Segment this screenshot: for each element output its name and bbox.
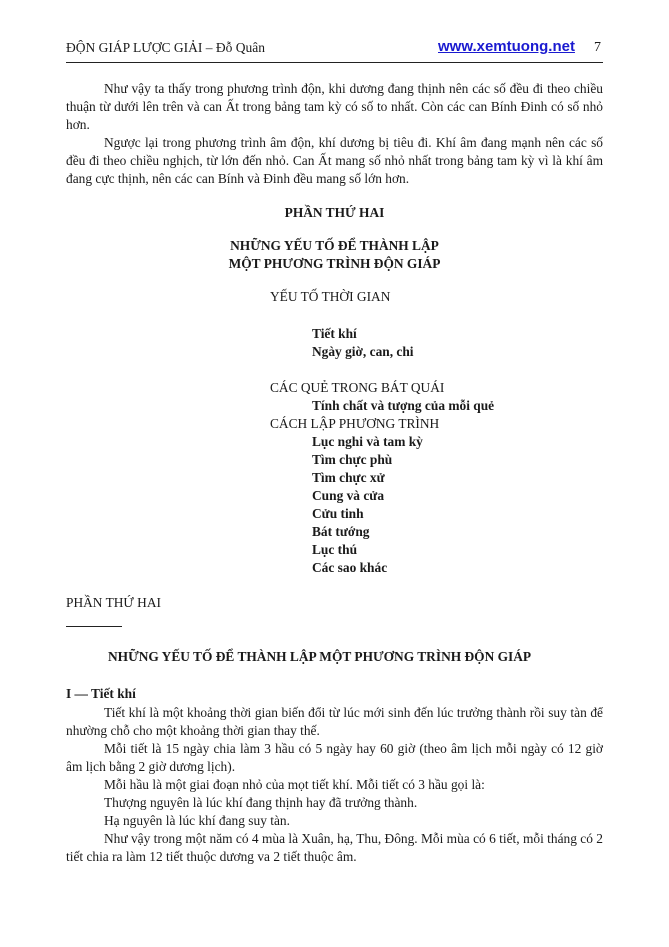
toc-item: Lục nghi và tam kỳ	[312, 434, 423, 449]
toc-item: Bát tướng	[312, 524, 370, 539]
toc-item: Cung và cửa	[312, 488, 385, 503]
toc-item: Tiết khí	[312, 326, 357, 341]
part-label: PHẦN THỨ HAI	[66, 595, 161, 610]
body-paragraph: Mỗi tiết là 15 ngày chia làm 3 hầu có 5 ngày hay 60 giờ (theo âm lịch mỗi ngày có 12 giờ âm lịch bằng 2 giờ dương lịch).	[66, 741, 603, 775]
main-heading: NHỮNG YẾU TỐ ĐỂ THÀNH LẬP MỘT PHƯƠNG TRÌNH ĐỘN GIÁP	[108, 649, 532, 664]
toc-section-title: YẾU TỐ THỜI GIAN	[270, 289, 391, 304]
toc-part-title: PHẦN THỨ HAI	[284, 205, 385, 220]
toc-item: Tìm chực xử	[312, 470, 385, 485]
header-divider	[66, 62, 603, 63]
running-header-title: ĐỘN GIÁP LƯỢC GIẢI – Đỗ Quân	[66, 40, 265, 55]
intro-paragraph-2: Ngược lại trong phương trình âm độn, khí dương bị tiêu đi. Khí âm đang mạnh nên các số đều đi theo chiều nghịch, từ lớn đến nhỏ. Can Ất mang số nhỏ nhất trong bảng tam kỳ vì là khí âm đang cực thịnh, nên các can Bính và Đinh đều mang số lớn hơn.	[66, 135, 603, 187]
toc-item: Cửu tinh	[312, 506, 364, 521]
toc-item: Tính chất và tượng của mỗi quẻ	[312, 398, 495, 413]
toc-item: Tìm chực phù	[312, 452, 393, 467]
body-paragraph: Thượng nguyên là lúc khí đang thịnh hay đã trưởng thành.	[104, 795, 418, 810]
toc-heading-line-1: NHỮNG YẾU TỐ ĐỂ THÀNH LẬP	[230, 238, 439, 253]
toc-section-title: CÁC QUẺ TRONG BÁT QUÁI	[270, 380, 445, 395]
toc-item: Các sao khác	[312, 560, 388, 575]
section-heading: I — Tiết khí	[66, 686, 136, 701]
body-paragraph: Tiết khí là một khoảng thời gian biến đổi từ lúc mới sinh đến lúc trưởng thành rồi suy tàn để nhường chỗ cho một khoảng thời gian thay thế.	[66, 705, 603, 739]
toc-item: Ngày giờ, can, chi	[312, 344, 414, 359]
website-link[interactable]: www.xemtuong.net	[438, 38, 575, 55]
body-paragraph: Mỗi hầu là một giai đoạn nhỏ của mọt tiết khí. Mỗi tiết có 3 hầu gọi là:	[104, 777, 485, 792]
toc-section-title: CÁCH LẬP PHƯƠNG TRÌNH	[270, 416, 440, 431]
toc-item: Lục thú	[312, 542, 358, 557]
intro-paragraph-1: Như vậy ta thấy trong phương trình độn, khi dương đang thịnh nên các số đều đi theo chiều thuận từ dưới lên trên và can Ất trong bảng tam kỳ có số to nhất. Còn các can Bính Đinh có số nhỏ hơn.	[66, 81, 603, 133]
short-divider	[66, 626, 122, 627]
toc-heading-line-2: MỘT PHƯƠNG TRÌNH ĐỘN GIÁP	[228, 256, 441, 271]
body-paragraph: Như vậy trong một năm có 4 mùa là Xuân, hạ, Thu, Đông. Mỗi mùa có 6 tiết, mỗi tháng có 2 tiết chia ra làm 12 tiết thuộc dương va 2 tiết thuộc âm.	[66, 831, 603, 865]
page-number: 7	[594, 40, 601, 55]
body-paragraph: Hạ nguyên là lúc khí đang suy tàn.	[104, 813, 290, 828]
